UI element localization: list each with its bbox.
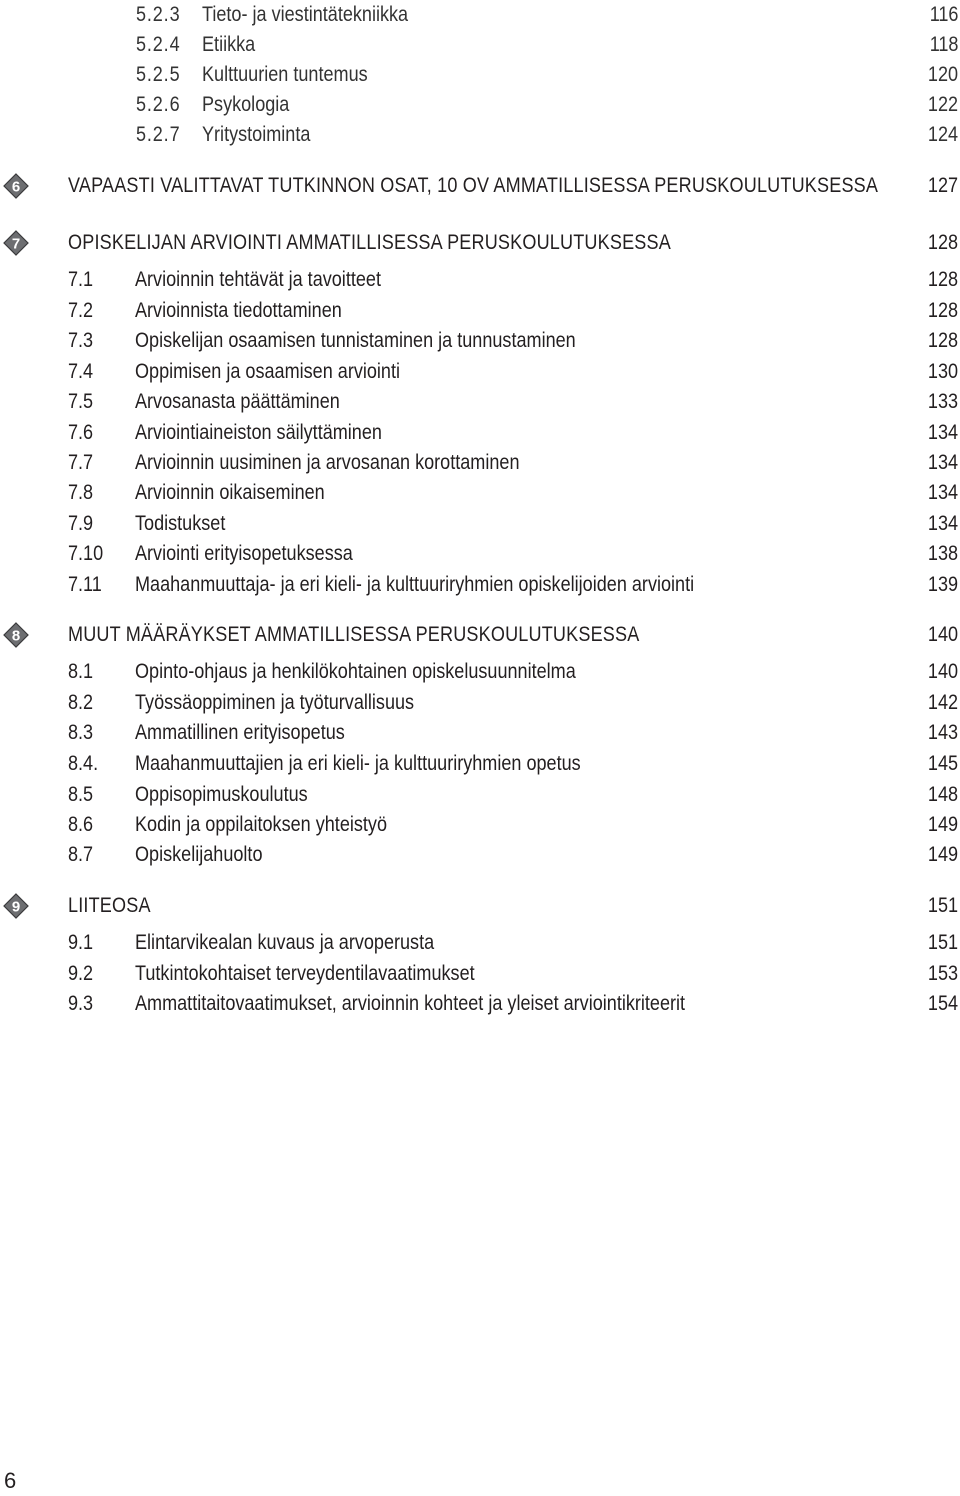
chapter-page: 127 xyxy=(927,174,958,197)
entry-page: 118 xyxy=(929,33,958,56)
entry-title: Kulttuurien tuntemus xyxy=(202,63,368,86)
entry-title: Yritystoiminta xyxy=(202,123,311,146)
entry-number: 7.11 xyxy=(68,573,102,596)
entry-number: 8.4. xyxy=(68,752,99,775)
chapter-title: VAPAASTI VALITTAVAT TUTKINNON OSAT, 10 OV AMMATILLISESSA PERUSKOULUTUKSESSA xyxy=(68,174,879,197)
entry-title: Oppimisen ja osaamisen arviointi xyxy=(135,360,401,383)
entry-title: Oppisopimuskoulutus xyxy=(135,783,308,806)
entry-page: 128 xyxy=(927,329,958,352)
diamond-badge-icon xyxy=(3,173,29,199)
entry-number: 9.1 xyxy=(68,931,94,954)
diamond-badge-icon xyxy=(3,893,29,919)
toc-entry-8-1[interactable] xyxy=(68,657,958,687)
entry-number: 5.2.6 xyxy=(136,93,181,116)
toc-entry-7-3[interactable] xyxy=(68,326,958,356)
toc-entry-8-5[interactable] xyxy=(68,780,958,810)
toc-entry-8-7[interactable] xyxy=(68,840,958,870)
toc-entry-7-11[interactable] xyxy=(68,570,958,600)
toc-entry-7-7[interactable] xyxy=(68,448,958,478)
entry-page: 151 xyxy=(927,931,958,954)
entry-title: Opinto-ohjaus ja henkilökohtainen opiskelusuunnitelma xyxy=(135,660,576,683)
toc-entry-9-1[interactable] xyxy=(68,928,958,958)
chapter-page: 140 xyxy=(927,623,958,646)
chapter-badge-8 xyxy=(3,622,29,648)
entry-title: Opiskelijan osaamisen tunnistaminen ja tunnustaminen xyxy=(135,329,576,352)
toc-entry-7-6[interactable] xyxy=(68,418,958,448)
chapter-page: 151 xyxy=(927,894,958,917)
entry-title: Ammattitaitovaatimukset, arvioinnin kohteet ja yleiset arviointikriteerit xyxy=(135,992,686,1015)
toc-entry-9-3[interactable] xyxy=(68,989,958,1019)
svg-text:9: 9 xyxy=(11,898,21,916)
entry-page: 154 xyxy=(927,992,958,1015)
entry-number: 7.9 xyxy=(68,512,94,535)
entry-number: 9.3 xyxy=(68,992,94,1015)
toc-entry-5-2-3[interactable] xyxy=(136,0,958,30)
entry-title: Arvioinnin tehtävät ja tavoitteet xyxy=(135,268,381,291)
entry-title: Arvioinnin oikaiseminen xyxy=(135,481,325,504)
entry-title: Ammatillinen erityisopetus xyxy=(135,721,345,744)
entry-number: 7.8 xyxy=(68,481,94,504)
toc-entry-8-3[interactable] xyxy=(68,718,958,748)
chapter-badge-7 xyxy=(3,230,29,256)
toc-entry-9-2[interactable] xyxy=(68,959,958,989)
toc-entry-8-4[interactable] xyxy=(68,749,958,779)
entry-title: Psykologia xyxy=(202,93,290,116)
entry-title: Elintarvikealan kuvaus ja arvoperusta xyxy=(135,931,435,954)
entry-title: Arvioinnin uusiminen ja arvosanan korottaminen xyxy=(135,451,520,474)
entry-page: 143 xyxy=(927,721,958,744)
entry-number: 8.6 xyxy=(68,813,94,836)
toc-entry-5-2-4[interactable] xyxy=(136,30,958,60)
entry-title: Maahanmuuttaja- ja eri kieli- ja kulttuuriryhmien opiskelijoiden arviointi xyxy=(135,573,695,596)
toc-entry-7-10[interactable] xyxy=(68,539,958,569)
entry-title: Arvioinnista tiedottaminen xyxy=(135,299,342,322)
entry-page: 124 xyxy=(927,123,958,146)
entry-number: 8.7 xyxy=(68,843,94,866)
entry-number: 7.1 xyxy=(68,268,94,291)
entry-number: 8.5 xyxy=(68,783,94,806)
svg-text:7: 7 xyxy=(11,235,21,253)
entry-number: 5.2.4 xyxy=(136,33,181,56)
entry-title: Arvosanasta päättäminen xyxy=(135,390,340,413)
entry-page: 120 xyxy=(927,63,958,86)
entry-number: 7.6 xyxy=(68,421,94,444)
entry-page: 134 xyxy=(927,481,958,504)
chapter-badge-9 xyxy=(3,893,29,919)
entry-number: 7.4 xyxy=(68,360,94,383)
entry-number: 5.2.5 xyxy=(136,63,181,86)
entry-title: Arviointi erityisopetuksessa xyxy=(135,542,353,565)
entry-title: Työssäoppiminen ja työturvallisuus xyxy=(135,691,415,714)
chapter-title: LIITEOSA xyxy=(68,894,151,917)
svg-text:6: 6 xyxy=(11,178,21,196)
entry-page: 134 xyxy=(927,421,958,444)
entry-number: 7.5 xyxy=(68,390,94,413)
chapter-page: 128 xyxy=(927,231,958,254)
entry-page: 116 xyxy=(929,3,958,26)
entry-number: 9.2 xyxy=(68,962,94,985)
entry-page: 139 xyxy=(927,573,958,596)
entry-title: Todistukset xyxy=(135,512,226,535)
entry-number: 5.2.7 xyxy=(136,123,181,146)
entry-page: 142 xyxy=(927,691,958,714)
entry-page: 140 xyxy=(927,660,958,683)
entry-page: 148 xyxy=(927,783,958,806)
entry-title: Etiikka xyxy=(202,33,256,56)
entry-title: Kodin ja oppilaitoksen yhteistyö xyxy=(135,813,387,836)
diamond-badge-icon xyxy=(3,230,29,256)
toc-chapter-8[interactable] xyxy=(68,619,958,651)
toc-chapter-6[interactable] xyxy=(68,170,958,202)
entry-page: 153 xyxy=(927,962,958,985)
chapter-title: MUUT MÄÄRÄYKSET AMMATILLISESSA PERUSKOULUTUKSESSA xyxy=(68,623,640,646)
entry-number: 8.2 xyxy=(68,691,94,714)
entry-page: 133 xyxy=(927,390,958,413)
entry-title: Maahanmuuttajien ja eri kieli- ja kulttuuriryhmien opetus xyxy=(135,752,581,775)
toc-entry-7-8[interactable] xyxy=(68,478,958,508)
entry-number: 7.7 xyxy=(68,451,94,474)
entry-number: 7.10 xyxy=(68,542,104,565)
chapter-badge-6 xyxy=(3,173,29,199)
entry-page: 138 xyxy=(927,542,958,565)
entry-number: 8.1 xyxy=(68,660,94,683)
entry-page: 134 xyxy=(927,451,958,474)
chapter-title: OPISKELIJAN ARVIOINTI AMMATILLISESSA PERUSKOULUTUKSESSA xyxy=(68,231,671,254)
page-number: 6 xyxy=(4,1468,17,1493)
toc-entry-8-6[interactable] xyxy=(68,810,958,840)
toc-entry-5-2-6[interactable] xyxy=(136,90,958,120)
toc-chapter-9[interactable] xyxy=(68,890,958,922)
toc-entry-8-2[interactable] xyxy=(68,688,958,718)
toc-entry-7-5[interactable] xyxy=(68,387,958,417)
entry-page: 149 xyxy=(927,843,958,866)
toc-entry-7-4[interactable] xyxy=(68,357,958,387)
toc-entry-5-2-5[interactable] xyxy=(136,60,958,90)
toc-chapter-7[interactable] xyxy=(68,227,958,259)
toc-entry-5-2-7[interactable] xyxy=(136,120,958,150)
entry-page: 145 xyxy=(927,752,958,775)
svg-text:8: 8 xyxy=(11,627,21,645)
entry-page: 130 xyxy=(927,360,958,383)
diamond-badge-icon xyxy=(3,622,29,648)
entry-title: Tutkintokohtaiset terveydentilavaatimukset xyxy=(135,962,475,985)
entry-title: Arviointiaineiston säilyttäminen xyxy=(135,421,382,444)
entry-page: 128 xyxy=(927,299,958,322)
toc-entry-7-1[interactable] xyxy=(68,265,958,295)
entry-number: 7.3 xyxy=(68,329,94,352)
entry-page: 134 xyxy=(927,512,958,535)
toc-entry-7-9[interactable] xyxy=(68,509,958,539)
entry-number: 5.2.3 xyxy=(136,3,181,26)
entry-number: 7.2 xyxy=(68,299,94,322)
entry-page: 149 xyxy=(927,813,958,836)
entry-title: Opiskelijahuolto xyxy=(135,843,263,866)
entry-page: 122 xyxy=(927,93,958,116)
entry-title: Tieto- ja viestintätekniikka xyxy=(202,3,409,26)
entry-page: 128 xyxy=(927,268,958,291)
entry-number: 8.3 xyxy=(68,721,94,744)
toc-entry-7-2[interactable] xyxy=(68,296,958,326)
